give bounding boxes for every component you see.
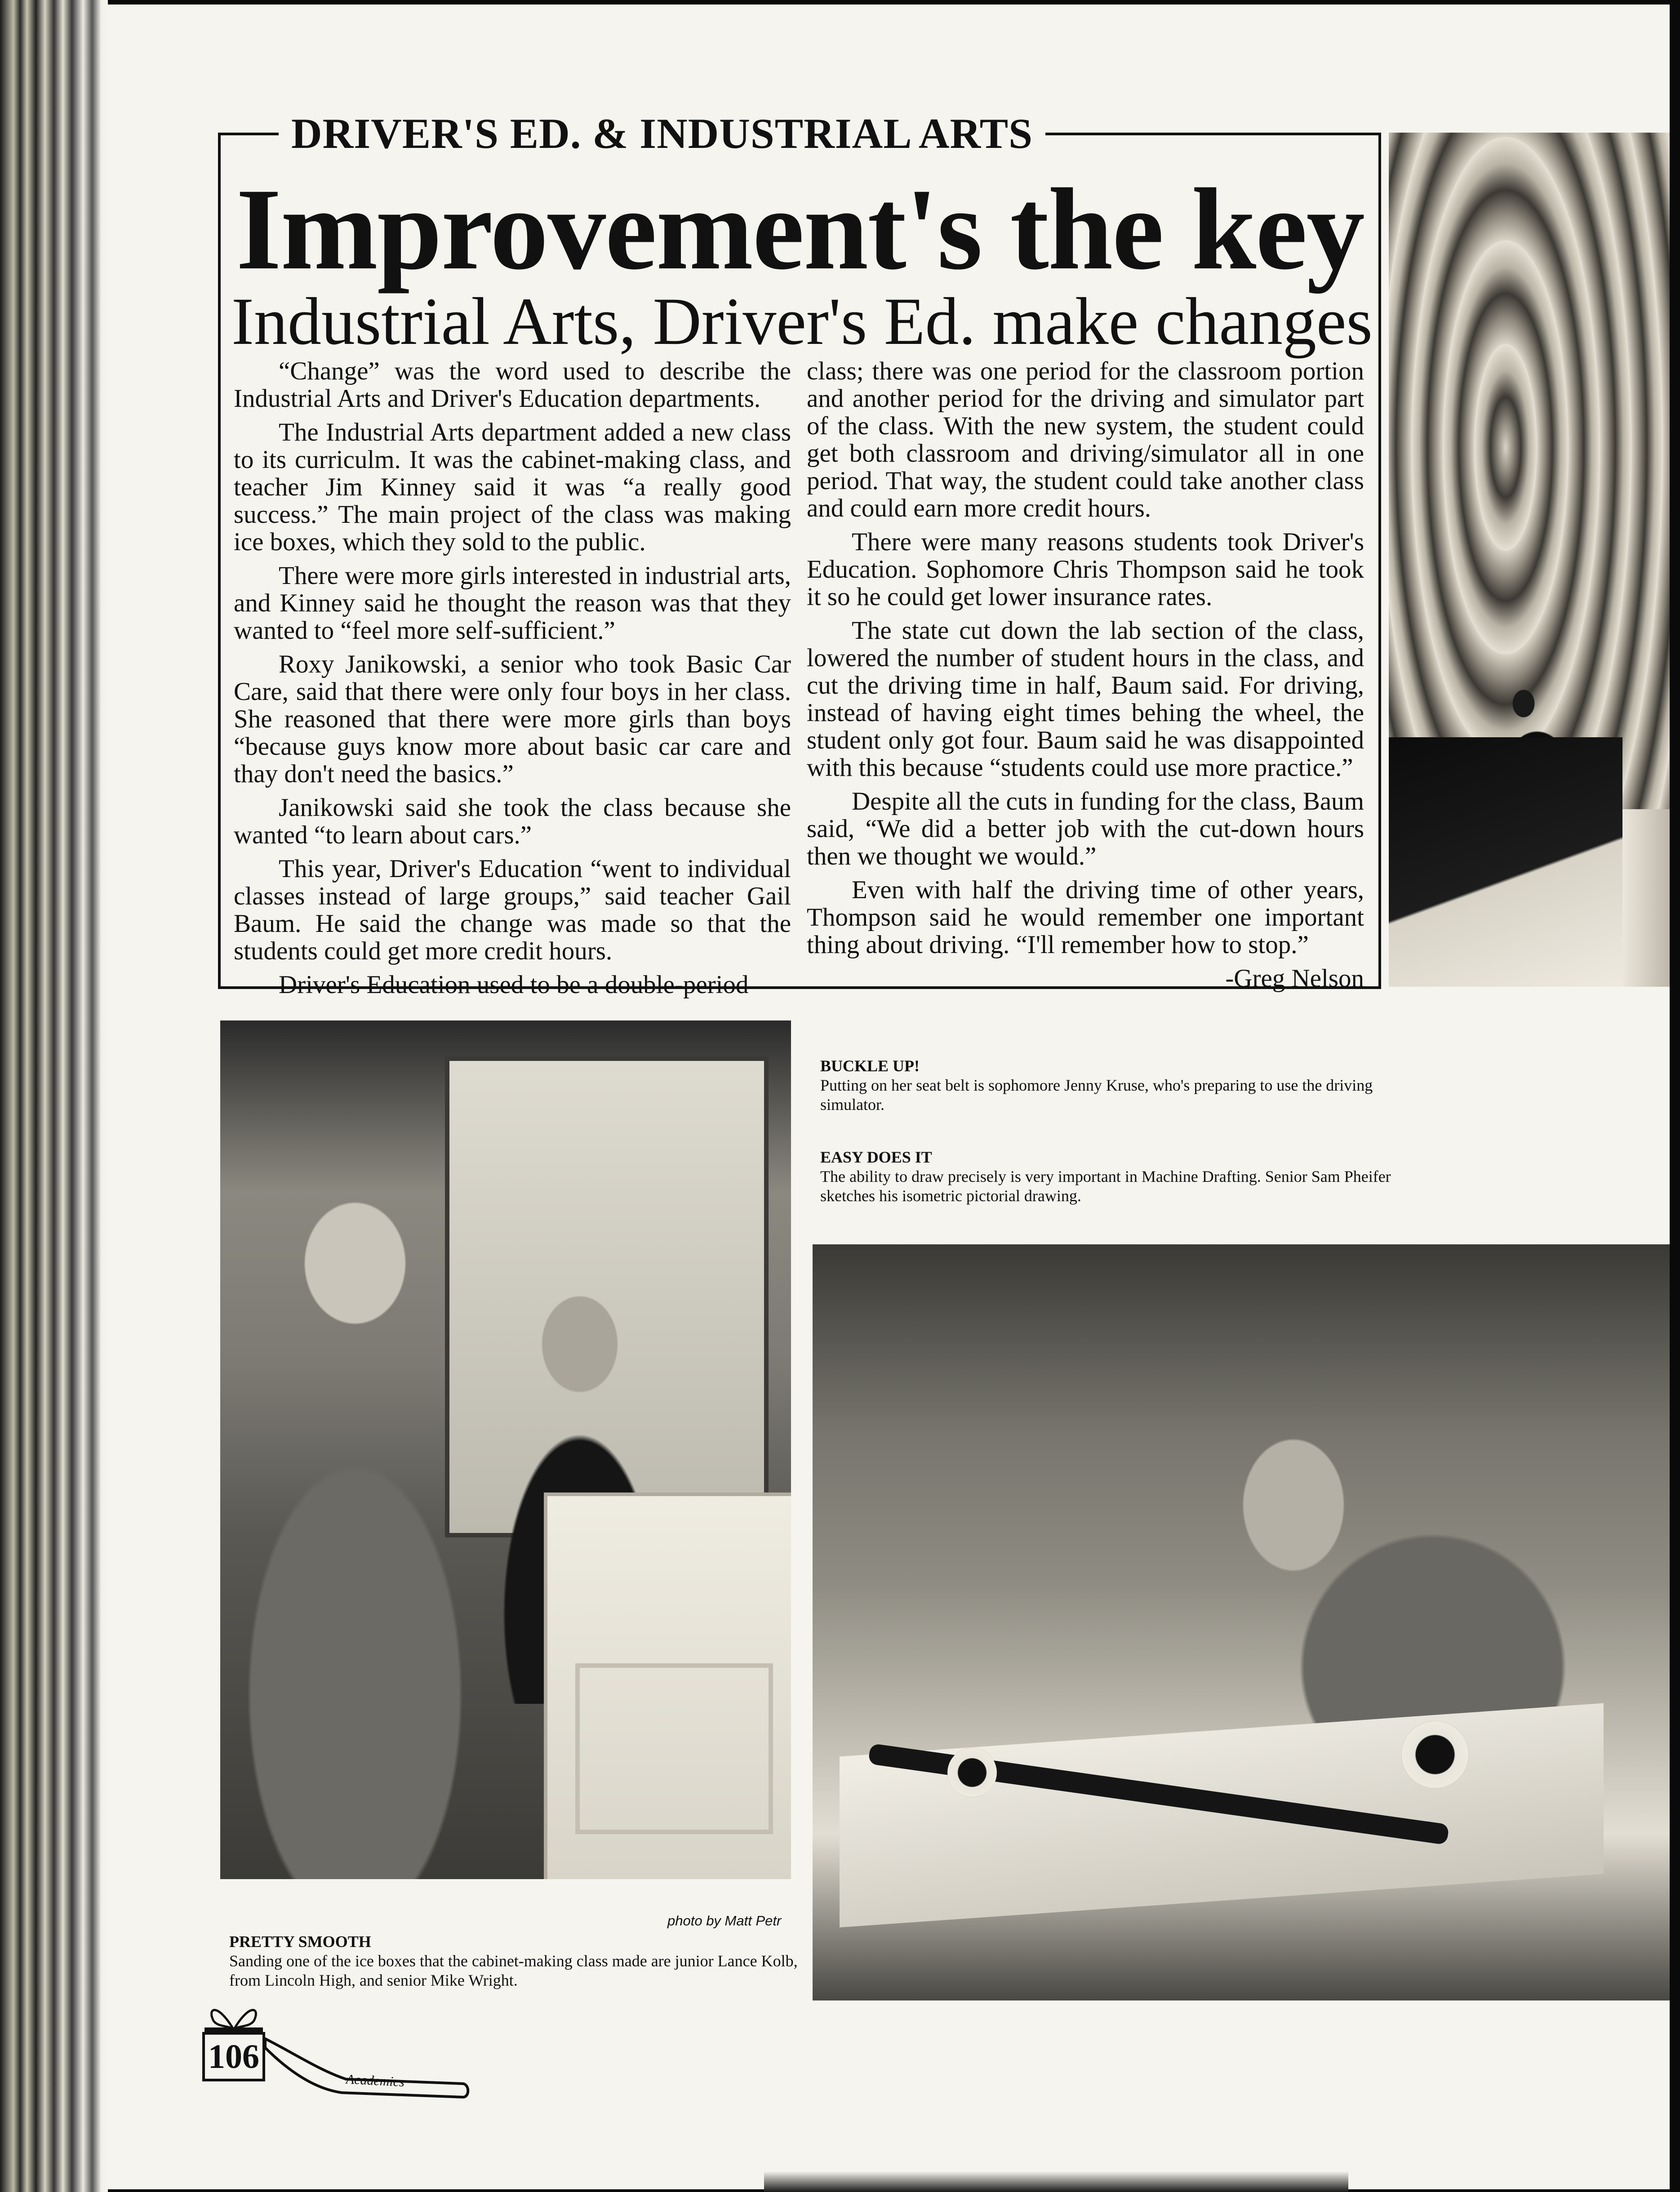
ribbon-banner-icon: [265, 2034, 472, 2102]
photo-credit: photo by Matt Petr: [667, 1913, 782, 1929]
paragraph: Driver's Education used to be a double-period: [279, 971, 749, 999]
paragraph: Despite all the cuts in funding for the class, Baum said, “We did a better job with the cut-down hours then we thought we would.”: [807, 787, 1364, 870]
caption-buckle-up: [820, 1056, 1418, 1114]
paragraph: There were many reasons students took Driver's Education. Sophomore Chris Thompson said he took it so he could get lower insurance rates.: [807, 528, 1364, 611]
section-label: Academics: [346, 2072, 405, 2090]
caption-pretty-smooth: [229, 1932, 804, 1990]
drafting-table: [840, 1703, 1604, 1928]
caption-text: The ability to draw precisely is very important in Machine Drafting. Senior Sam Pheifer sketches his isometric pictorial drawing.: [820, 1167, 1391, 1205]
page-stack-edge: [0, 0, 108, 2192]
page-bottom-shadow: [764, 2171, 1348, 2192]
caption-title: BUCKLE UP!: [820, 1057, 920, 1075]
paragraph: class; there was one period for the classroom portion and another period for the driving and simulator part of the class. With the new system, the student could get both classroom and driving/simulator all in one period. That way, the student could take another class and could earn more credit hours.: [807, 357, 1364, 522]
article-column-right: [807, 357, 1364, 998]
paragraph: Janikowski said she took the class because she wanted “to learn about cars.”: [234, 793, 791, 849]
page-number: 106: [202, 2032, 265, 2081]
wood-photo-shadow: [1389, 737, 1622, 987]
caption-title: PRETTY SMOOTH: [229, 1933, 371, 1951]
caption-text: Sanding one of the ice boxes that the cabinet-making class made are junior Lance Kolb, from Lincoln High, and senior Mike Wright.: [229, 1952, 798, 1989]
paragraph: The state cut down the lab section of the class, lowered the number of student hours in the class, and cut the driving time in half, Baum said. For driving, instead of having eight times behing the wheel, the student only got four. Baum said he was disappointed with this because “students could use more practice.”: [807, 616, 1364, 782]
paragraph: This year, Driver's Education “went to individual classes instead of large groups,” said teacher Gail Baum. He said the change was made so that the students could get more credit hours.: [234, 855, 791, 965]
gift-bow-icon: [204, 1994, 263, 2032]
byline: -Greg Nelson: [1225, 964, 1364, 993]
wood-photo-edge: [1622, 809, 1670, 987]
sanding-photo: [220, 1020, 791, 1879]
kicker: DRIVER'S ED. & INDUSTRIAL ARTS: [279, 109, 1045, 158]
subheadline: Industrial Arts, Driver's Ed. make changes: [231, 284, 1373, 359]
paragraph: Even with half the driving time of other years, Thompson said he would remember one important thing about driving. “I'll remember how to stop.”: [807, 876, 1364, 959]
article-column-left: [234, 357, 791, 1005]
drafting-machine-knob: [947, 1748, 997, 1797]
paragraph: Roxy Janikowski, a senior who took Basic Car Care, said that there were only four boys in her class. She reasoned that there were more girls than boys “because guys know more about basic car care and thay don't need the basics.”: [234, 650, 791, 788]
caption-easy-does-it: [820, 1148, 1418, 1206]
caption-title: EASY DOES IT: [820, 1148, 932, 1166]
paragraph: There were more girls interested in industrial arts, and Kinney said he thought the reason was that they wanted to “feel more self-sufficient.”: [234, 561, 791, 645]
headline: Improvement's the key: [236, 165, 1364, 294]
ice-box-panel: [575, 1663, 773, 1834]
paragraph: “Change” was the word used to describe the Industrial Arts and Driver's Education departments.: [234, 357, 791, 413]
paragraph: The Industrial Arts department added a new class to its curriculm. It was the cabinet-making class, and teacher Jim Kinney said it was “a really good success.” The main project of the class was making ice boxes, which they sold to the public.: [234, 418, 791, 556]
drafting-machine-knob: [1401, 1721, 1469, 1788]
caption-text: Putting on her seat belt is sophomore Jenny Kruse, who's preparing to use the driving simulator.: [820, 1076, 1373, 1114]
drafting-photo: [813, 1244, 1670, 2000]
